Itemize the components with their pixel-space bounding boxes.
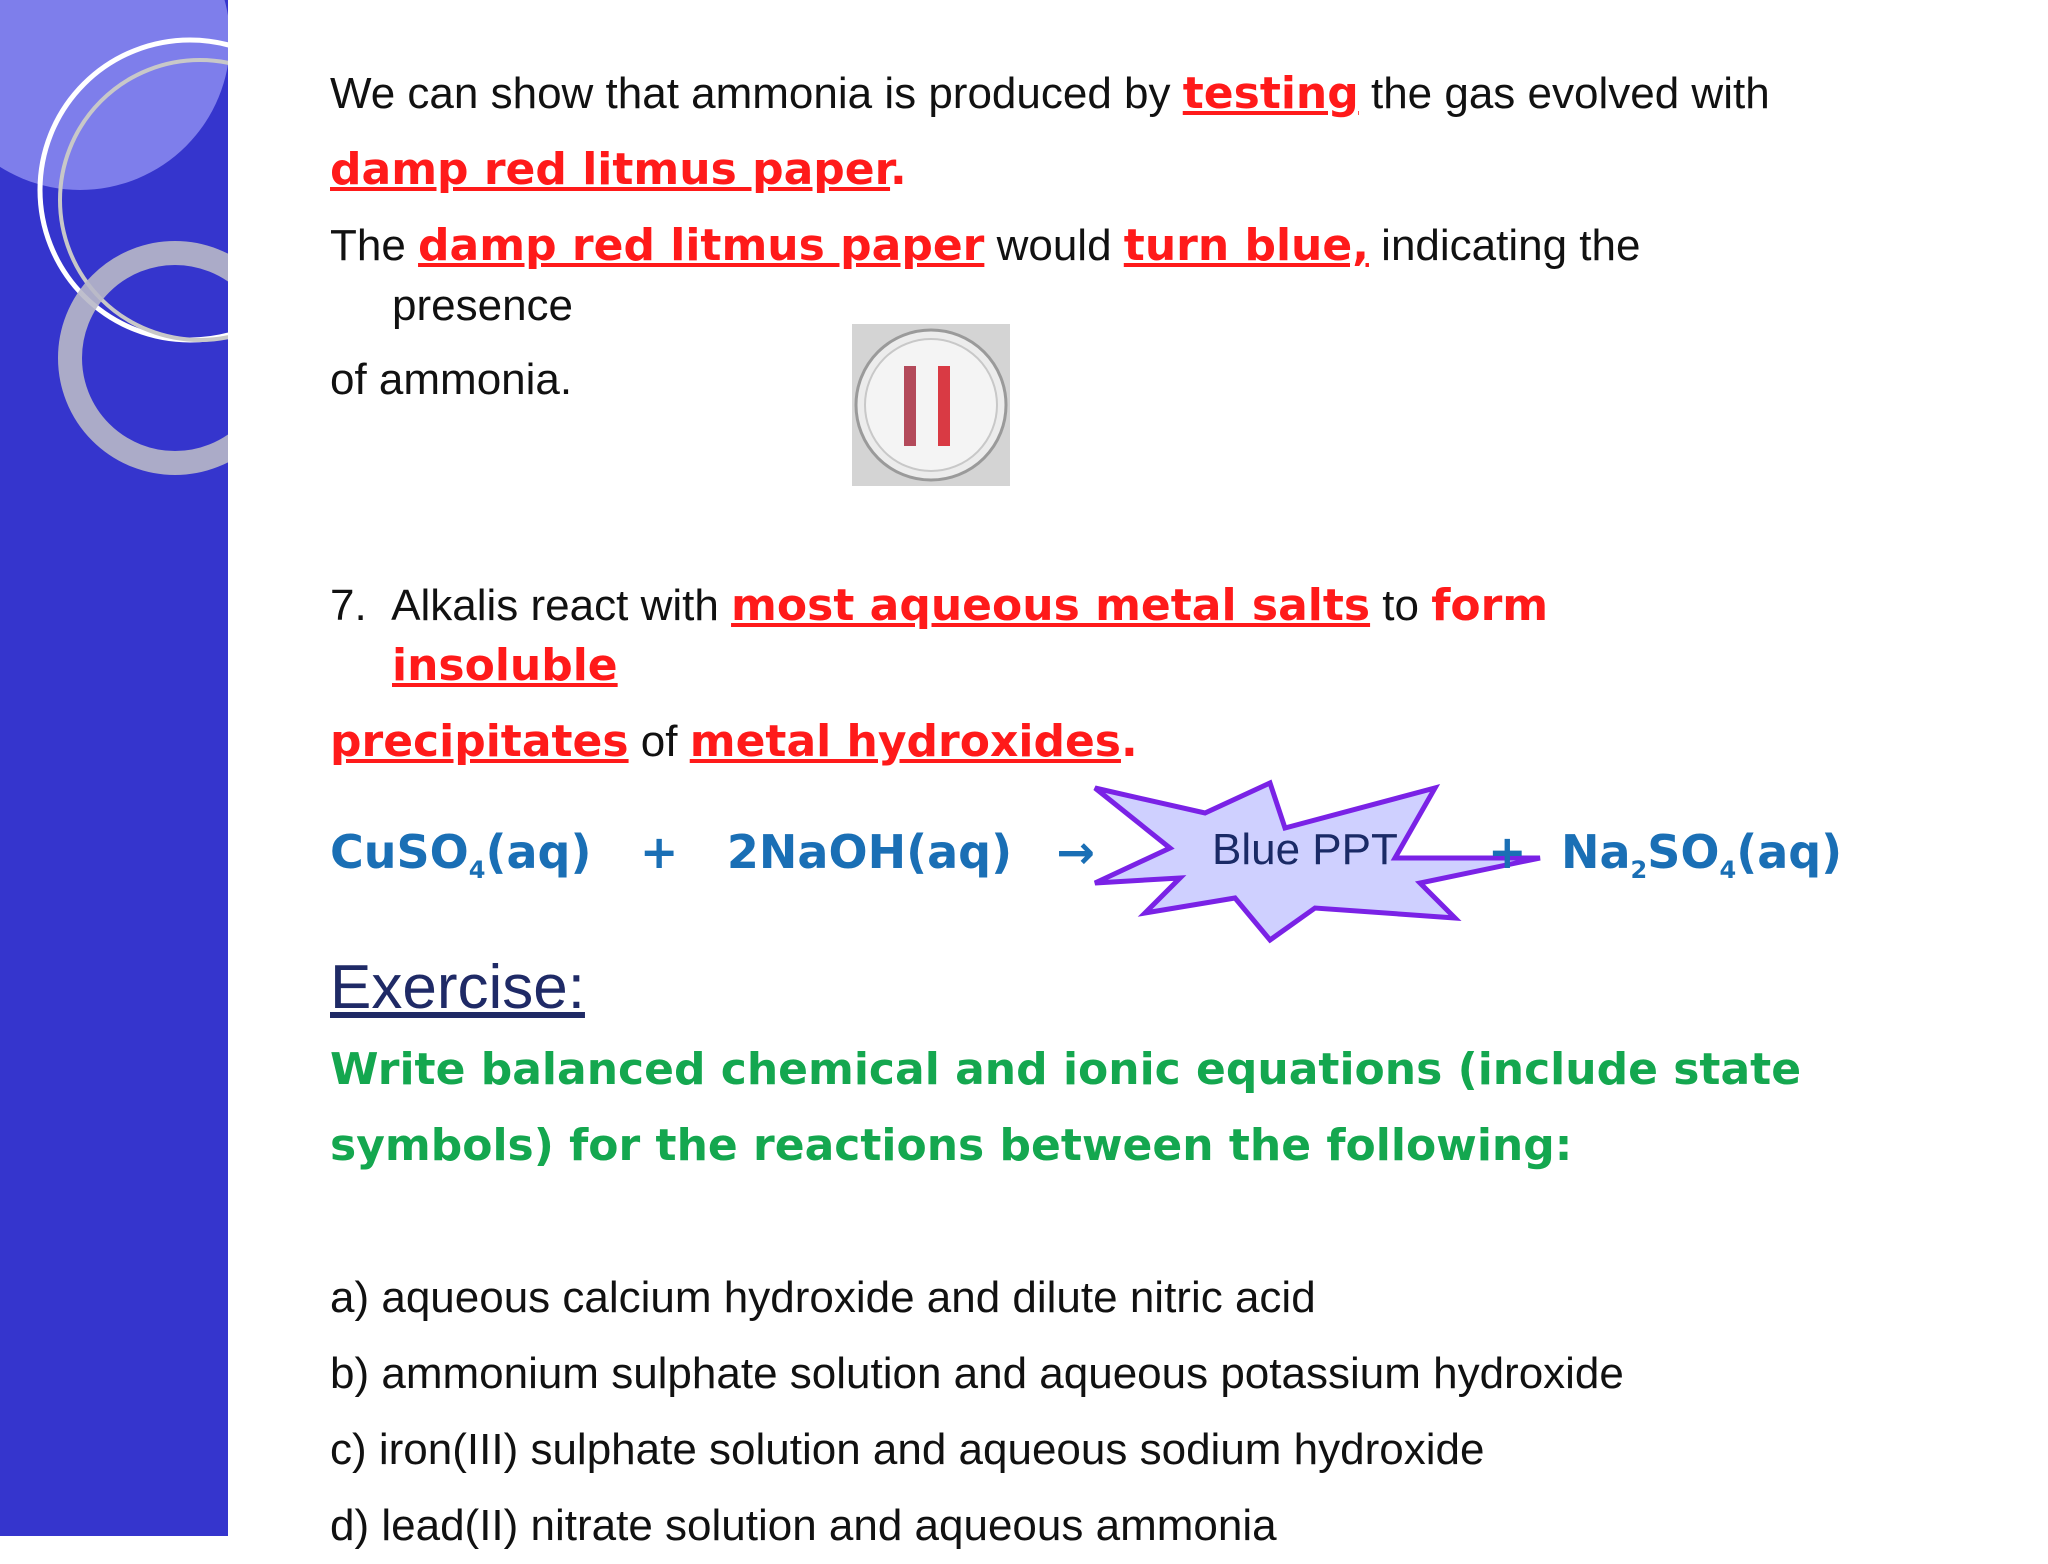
point7-line2 <box>330 628 618 704</box>
highlight-metal-salts: most aqueous metal salts <box>731 580 1371 631</box>
highlight-form: form <box>1431 580 1549 631</box>
exercise-item-a: a) aqueous calcium hydroxide and dilute nitric acid <box>330 1273 1316 1322</box>
equation-reactant-cuso4: CuSO$_4$(aq) <box>330 825 592 885</box>
litmus-petri-dish-image <box>852 324 1010 486</box>
highlight-turn-blue: turn blue, <box>1123 220 1369 271</box>
text-span: of <box>628 717 690 766</box>
equation-arrow: → <box>1056 825 1096 879</box>
text-span: to <box>1370 581 1432 630</box>
text-span: would <box>984 221 1124 270</box>
exercise-item-d: d) lead(II) nitrate solution and aqueous ammonia <box>330 1501 1277 1550</box>
decorative-circles <box>0 0 228 1536</box>
para2-line3: of ammonia. <box>330 355 573 404</box>
para2-line2: presence <box>392 281 574 330</box>
text-span: We can show that ammonia is produced by <box>330 69 1183 118</box>
highlight-damp-red-litmus: damp red litmus paper <box>330 144 891 195</box>
exercise-instruction-line1: Write balanced chemical and ionic equations (include state <box>330 1044 1802 1095</box>
point7-line3 <box>330 704 1138 780</box>
text-span: . <box>1120 716 1138 767</box>
exercise-instruction-line2: symbols) for the reactions between the following: <box>330 1120 1573 1171</box>
para1-line1 <box>330 56 1770 132</box>
highlight-damp-red-litmus-2: damp red litmus paper <box>418 220 985 271</box>
equation-product-na2so4: $Na_2SO_4(aq)$ <box>1561 825 1843 885</box>
equation-products-right <box>1488 814 1842 908</box>
decorative-sidebar <box>0 0 228 1536</box>
text-span: Alkalis react with <box>391 581 732 630</box>
highlight-testing: testing <box>1182 68 1359 119</box>
para1-line2 <box>330 132 907 208</box>
exercise-item-b: b) ammonium sulphate solution and aqueous potassium hydroxide <box>330 1349 1624 1398</box>
product-blue-ppt-label: Blue PPT <box>1212 825 1398 874</box>
highlight-insoluble: insoluble <box>392 640 618 691</box>
text-span: the gas evolved with <box>1358 69 1770 118</box>
equation-plus-1: + <box>639 825 679 879</box>
equation-plus-2: + <box>1488 825 1527 879</box>
equation-line <box>330 814 1095 908</box>
highlight-metal-hydroxides: metal hydroxides <box>689 716 1121 767</box>
text-span: . <box>890 144 907 195</box>
text-span: The <box>330 221 419 270</box>
equation-reactant-naoh: 2NaOH(aq) <box>726 825 1013 879</box>
text-span: indicating the <box>1368 221 1641 270</box>
exercise-item-c: c) iron(III) sulphate solution and aqueous sodium hydroxide <box>330 1425 1485 1474</box>
list-number: 7. <box>330 581 367 630</box>
exercise-heading: Exercise: <box>330 953 585 1022</box>
highlight-precipitates: precipitates <box>330 716 629 767</box>
